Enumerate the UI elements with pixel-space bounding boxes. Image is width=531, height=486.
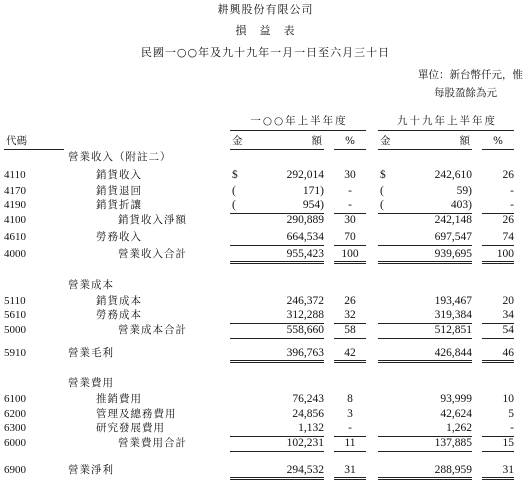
account-label: 營業費用 bbox=[68, 377, 114, 389]
current-amount: 312,288 bbox=[230, 310, 324, 324]
prior-percent: 46 bbox=[482, 348, 514, 363]
current-amount: 664,534 bbox=[230, 232, 324, 246]
prior-amount: 319,384 bbox=[378, 310, 472, 324]
prior-percent: 15 bbox=[482, 438, 514, 452]
prior-symbol: ( bbox=[380, 199, 384, 211]
account-label: 研究發展費用 bbox=[96, 422, 165, 434]
amount-label-right: 額 bbox=[311, 135, 322, 147]
account-code: 4000 bbox=[4, 248, 26, 260]
prior-symbol: $ bbox=[380, 169, 386, 181]
prior-amount: 42,624 bbox=[440, 408, 472, 420]
prior-percent: - bbox=[482, 200, 514, 214]
account-code: 5110 bbox=[4, 295, 26, 307]
current-percent: - bbox=[348, 185, 352, 197]
account-code: 6300 bbox=[4, 422, 26, 434]
account-code: 5610 bbox=[4, 309, 26, 321]
amount-label-left: 金 bbox=[380, 135, 391, 147]
current-amount: 1,132 bbox=[230, 423, 324, 437]
current-percent: 42 bbox=[334, 348, 366, 363]
current-percent: 3 bbox=[347, 408, 353, 420]
unit-note-line1: 單位：新台幣仟元，惟 bbox=[418, 69, 523, 81]
current-pct-header: % bbox=[345, 135, 355, 147]
prior-amount: 137,885 bbox=[378, 438, 472, 452]
current-amount: 396,763 bbox=[230, 348, 324, 363]
prior-percent: 100 bbox=[482, 249, 514, 264]
current-percent: 26 bbox=[344, 295, 356, 307]
account-label: 銷貨收入淨額 bbox=[118, 214, 187, 226]
account-code: 4190 bbox=[4, 199, 26, 211]
current-amount: 76,243 bbox=[292, 393, 324, 405]
account-label: 勞務成本 bbox=[96, 309, 142, 321]
account-label: 銷貨退回 bbox=[96, 185, 142, 197]
amount-label-right: 額 bbox=[459, 135, 470, 147]
account-code: 6100 bbox=[4, 393, 26, 405]
account-label: 營業毛利 bbox=[68, 347, 114, 359]
prior-percent: - bbox=[510, 185, 514, 197]
account-label: 銷貨折讓 bbox=[96, 199, 142, 211]
account-code: 4110 bbox=[4, 169, 26, 181]
current-percent: 11 bbox=[334, 438, 366, 452]
prior-period-header: 九十九年上半年度 bbox=[397, 115, 497, 127]
account-code: 6200 bbox=[4, 408, 26, 420]
current-percent: - bbox=[334, 423, 366, 437]
prior-pct-header: % bbox=[493, 135, 503, 147]
prior-amount: 93,999 bbox=[440, 393, 472, 405]
account-label: 營業收入合計 bbox=[118, 248, 187, 260]
company-name: 耕興股份有限公司 bbox=[217, 3, 314, 16]
prior-amount: 288,959 bbox=[378, 465, 472, 480]
prior-percent: 54 bbox=[482, 325, 514, 339]
current-amount: 102,231 bbox=[230, 438, 324, 452]
current-percent: 58 bbox=[334, 325, 366, 339]
current-symbol: ( bbox=[232, 185, 236, 197]
current-amount: 292,014 bbox=[286, 169, 324, 181]
prior-percent: 74 bbox=[482, 232, 514, 246]
account-label: 勞務收入 bbox=[96, 231, 142, 243]
account-label: 銷貨收入 bbox=[96, 169, 142, 181]
prior-amount: 193,467 bbox=[434, 295, 472, 307]
current-percent: 8 bbox=[347, 393, 353, 405]
prior-percent: - bbox=[482, 423, 514, 437]
prior-percent: 26 bbox=[502, 214, 514, 226]
prior-amount: 59) bbox=[456, 185, 472, 197]
prior-symbol: ( bbox=[380, 185, 384, 197]
account-label: 營業成本合計 bbox=[118, 324, 187, 336]
prior-amount: 939,695 bbox=[378, 249, 472, 264]
current-amount: 246,372 bbox=[286, 295, 324, 307]
account-label: 營業成本 bbox=[68, 279, 114, 291]
prior-percent: 26 bbox=[502, 169, 514, 181]
account-label: 營業淨利 bbox=[68, 464, 114, 476]
current-percent: 30 bbox=[344, 169, 356, 181]
prior-percent: 34 bbox=[482, 310, 514, 324]
current-symbol: ( bbox=[232, 199, 236, 211]
current-amount: 171) bbox=[302, 185, 324, 197]
current-amount: 955,423 bbox=[230, 249, 324, 264]
account-code: 5910 bbox=[4, 347, 26, 359]
current-amount: 294,532 bbox=[230, 465, 324, 480]
account-code: 6900 bbox=[4, 464, 26, 476]
account-code: 5000 bbox=[4, 324, 26, 336]
current-percent: 100 bbox=[334, 249, 366, 264]
prior-percent: 20 bbox=[502, 295, 514, 307]
prior-percent: 31 bbox=[482, 465, 514, 480]
prior-percent: 5 bbox=[508, 408, 514, 420]
prior-amount: 512,851 bbox=[378, 325, 472, 339]
statement-period: 民國一○○年及九十九年一月一日至六月三十日 bbox=[140, 46, 391, 59]
account-code: 4100 bbox=[4, 214, 26, 226]
current-amount: 24,856 bbox=[292, 408, 324, 420]
prior-amount: 426,844 bbox=[378, 348, 472, 363]
current-amount: 558,660 bbox=[230, 325, 324, 339]
account-label: 推銷費用 bbox=[96, 393, 142, 405]
account-code: 4610 bbox=[4, 231, 26, 243]
current-amount: 290,889 bbox=[286, 214, 324, 226]
account-label: 銷貨成本 bbox=[96, 295, 142, 307]
account-code: 4170 bbox=[4, 185, 26, 197]
current-percent: 32 bbox=[334, 310, 366, 324]
account-label: 營業費用合計 bbox=[118, 437, 187, 449]
account-code: 6000 bbox=[4, 437, 26, 449]
prior-amount: 242,610 bbox=[434, 169, 472, 181]
current-percent: - bbox=[334, 200, 366, 214]
current-percent: 31 bbox=[334, 465, 366, 480]
unit-note-line2: 每股盈餘為元 bbox=[434, 87, 497, 99]
prior-amount: 242,148 bbox=[434, 214, 472, 226]
current-percent: 70 bbox=[334, 232, 366, 246]
account-label: 管理及總務費用 bbox=[96, 408, 177, 420]
code-header: 代碼 bbox=[6, 135, 27, 147]
statement-title: 損 益 表 bbox=[235, 24, 296, 37]
current-amount: 954) bbox=[230, 200, 324, 214]
prior-amount: 1,262 bbox=[378, 423, 472, 437]
current-symbol: $ bbox=[232, 169, 238, 181]
account-label: 營業收入（附註二） bbox=[68, 151, 172, 163]
amount-label-left: 金 bbox=[232, 135, 243, 147]
prior-percent: 10 bbox=[502, 393, 514, 405]
prior-amount: 403) bbox=[378, 200, 472, 214]
current-percent: 30 bbox=[344, 214, 356, 226]
prior-amount: 697,547 bbox=[378, 232, 472, 246]
current-period-header: 一○○年上半年度 bbox=[250, 115, 348, 127]
